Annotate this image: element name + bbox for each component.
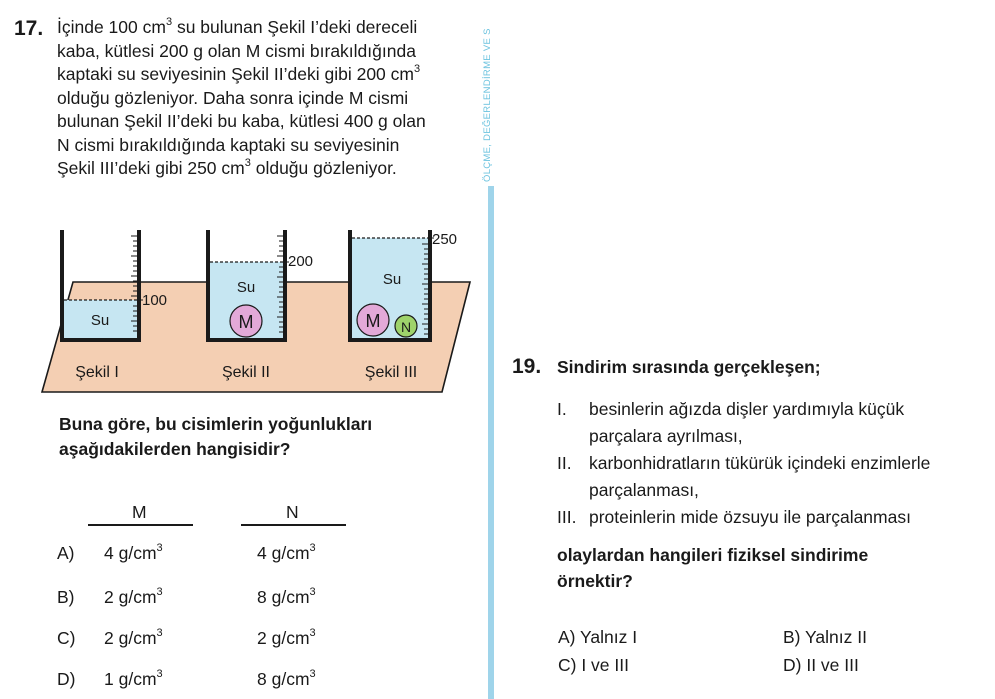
question-19-prompt xyxy=(557,542,868,594)
roman-numeral: II. xyxy=(557,453,572,473)
option-17-c[interactable] xyxy=(0,625,470,653)
question-17-line xyxy=(57,157,426,181)
unit-superscript: 3 xyxy=(244,157,251,169)
question-17-line xyxy=(57,110,426,134)
option-n-value xyxy=(257,543,316,564)
option-m-value xyxy=(104,587,163,608)
beaker-1-level-label: 100 xyxy=(142,292,168,309)
option-n-value-text: 8 g/cm xyxy=(257,587,310,607)
option-m-value-text: 2 g/cm xyxy=(104,628,157,648)
unit-superscript: 3 xyxy=(309,586,316,598)
side-margin-bar xyxy=(488,186,494,699)
option-n-value xyxy=(257,587,316,608)
option-17-a[interactable] xyxy=(0,540,470,568)
option-letter-text: D) xyxy=(57,669,76,689)
beaker-3-caption: Şekil III xyxy=(364,364,418,381)
beaker-figure xyxy=(40,222,472,398)
text-run: olduğu gözleniyor. Daha sonra içinde M cismi xyxy=(57,87,409,108)
option-n-value-text: 2 g/cm xyxy=(257,628,310,648)
question-19-number: 19. xyxy=(512,355,542,378)
option-letter-text: A) xyxy=(57,543,75,563)
option-letter-text: C) xyxy=(57,628,76,648)
text-run: bulunan Şekil II’deki bu kaba, kütlesi 400 g olan xyxy=(57,111,426,131)
option-m-value-text: 1 g/cm xyxy=(104,669,157,689)
question-17-prompt-line: aşağıdakilerden hangisidir? xyxy=(59,439,291,459)
unit-superscript: 3 xyxy=(309,542,316,554)
option-19-d[interactable]: D) II ve III xyxy=(783,655,859,675)
option-n-value-text: 4 g/cm xyxy=(257,543,310,563)
beaker-1-caption: Şekil I xyxy=(75,364,119,381)
question-17-number: 17. xyxy=(14,17,44,40)
question-17-line xyxy=(57,16,426,40)
unit-superscript: 3 xyxy=(309,627,316,639)
table-header-rule-m xyxy=(88,524,193,526)
roman-numeral: I. xyxy=(557,399,567,419)
option-n-value xyxy=(257,669,316,690)
text-run: olduğu gözleniyor. xyxy=(250,158,397,178)
roman-numeral: III. xyxy=(557,507,577,527)
question-19-title: Sindirim sırasında gerçekleşen; xyxy=(557,357,821,377)
item-text: parçalara ayrılması, xyxy=(589,426,743,446)
side-margin-label: ÖLÇME, DEĞERLENDİRME VE S xyxy=(482,28,493,182)
option-m-value-text: 2 g/cm xyxy=(104,587,157,607)
option-letter xyxy=(57,587,75,608)
beaker-3-level-label: 250 xyxy=(432,231,458,248)
text-run: su bulunan Şekil I’deki dereceli xyxy=(172,17,418,37)
option-19-a[interactable]: A) Yalnız I xyxy=(558,627,638,647)
unit-superscript: 3 xyxy=(165,16,173,28)
item-text: proteinlerin mide özsuyu ile parçalanması xyxy=(589,507,911,527)
option-19-b[interactable]: B) Yalnız II xyxy=(783,627,867,647)
item-text: besinlerin ağızda dişler yardımıyla küçük xyxy=(589,399,905,419)
option-letter-text: B) xyxy=(57,587,75,607)
unit-superscript: 3 xyxy=(156,586,163,598)
beaker-2-caption: Şekil II xyxy=(221,364,271,381)
question-19-prompt-line: olaylardan hangileri fiziksel sindirime xyxy=(557,545,869,565)
beaker-1-water-label: Su xyxy=(90,312,110,329)
table-header-m: M xyxy=(132,502,147,522)
object-m-label: M xyxy=(238,312,254,332)
option-n-value xyxy=(257,628,316,649)
text-run: Şekil III’deki gibi 250 cm xyxy=(57,158,245,178)
unit-superscript: 3 xyxy=(156,668,163,680)
object-m-label-3: M xyxy=(365,311,381,331)
unit-superscript: 3 xyxy=(413,63,421,75)
text-run: kaba, kütlesi 200 g olan M cismi bırakıldığında xyxy=(57,40,416,61)
question-17-line xyxy=(57,63,426,87)
question-17-line xyxy=(57,87,426,111)
question-17-line xyxy=(57,40,426,64)
unit-superscript: 3 xyxy=(156,627,163,639)
option-letter xyxy=(57,628,75,649)
question-17-text xyxy=(57,16,426,181)
question-19-prompt-line: örnektir? xyxy=(557,571,633,591)
option-m-value xyxy=(104,628,163,649)
beaker-2-water-label: Su xyxy=(236,279,256,296)
table-header-rule-n xyxy=(241,524,346,526)
question-17-prompt xyxy=(59,412,372,462)
option-letter xyxy=(57,543,75,564)
option-m-value-text: 4 g/cm xyxy=(104,543,157,563)
beaker-3-water-label: Su xyxy=(382,271,402,288)
item-text: karbonhidratların tükürük içindeki enzimlerle xyxy=(589,453,931,473)
question-17-line xyxy=(57,134,426,158)
option-19-c[interactable]: C) I ve III xyxy=(558,655,629,675)
unit-superscript: 3 xyxy=(156,542,163,554)
object-n-label: N xyxy=(400,319,412,335)
text-run: İçinde 100 cm xyxy=(57,17,166,37)
option-m-value xyxy=(104,543,163,564)
option-letter xyxy=(57,669,75,690)
option-m-value xyxy=(104,669,163,690)
option-17-d[interactable] xyxy=(0,666,470,694)
table-header-n: N xyxy=(286,502,299,522)
item-text: parçalanması, xyxy=(589,480,699,500)
option-17-b[interactable] xyxy=(0,584,470,612)
beaker-2-level-label: 200 xyxy=(288,253,314,270)
option-n-value-text: 8 g/cm xyxy=(257,669,310,689)
question-17-prompt-line: Buna göre, bu cisimlerin yoğunlukları xyxy=(59,414,373,434)
unit-superscript: 3 xyxy=(309,668,316,680)
text-run: kaptaki su seviyesinin Şekil II’deki gibi 200 cm xyxy=(57,64,414,84)
text-run: N cismi bırakıldığında kaptaki su seviyesinin xyxy=(57,134,400,155)
